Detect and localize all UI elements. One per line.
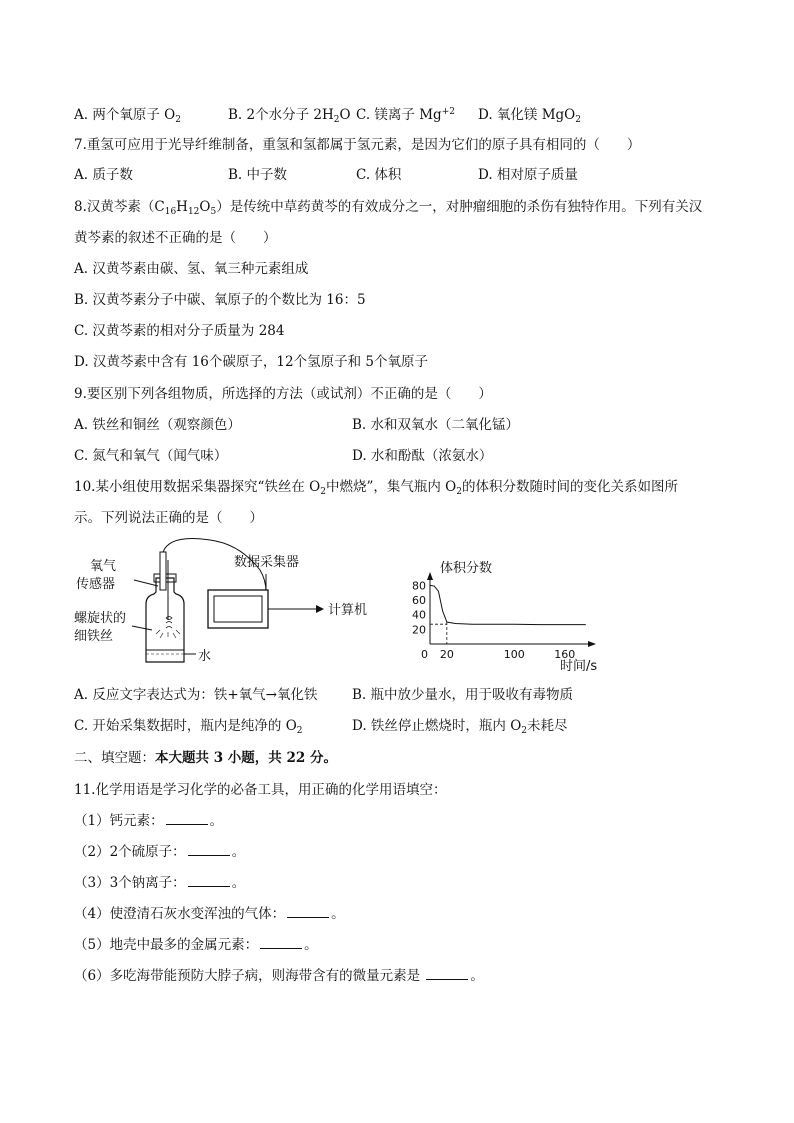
q10-stem-mid: 中燃烧”，集气瓶内 O: [325, 479, 457, 495]
o2-chart: [400, 552, 630, 676]
q11-blank-4[interactable]: [287, 905, 329, 918]
chart-y-arrow-icon: [427, 572, 433, 580]
o2-sensor-label-1: 氧气: [90, 559, 117, 574]
q10-stem-sub2: 2: [456, 487, 462, 497]
chart-series-line: [430, 585, 586, 624]
wire-leader: [132, 626, 152, 630]
q10-option-c[interactable]: [74, 717, 303, 735]
q11-blank-5[interactable]: [260, 936, 302, 949]
q8-stem-sub2: 12: [187, 207, 200, 217]
chart-x-tick-label: 0: [421, 648, 428, 661]
q6-option-a-text: A. 两个氧原子 O: [74, 107, 176, 123]
q10-option-d-text: D. 铁丝停止燃烧时，瓶内 O: [352, 718, 522, 734]
q7-option-a[interactable]: A. 质子数: [74, 167, 133, 183]
q11-blank-6[interactable]: [426, 967, 468, 980]
q11-item-5-end: 。: [304, 937, 318, 953]
q11-item-6-end: 。: [470, 968, 484, 984]
gas-bottle: [146, 578, 184, 662]
q11-item-3: [74, 874, 245, 892]
q11-item-5-text: （5）地壳中最多的金属元素：: [74, 937, 259, 953]
q10-option-c-sub: 2: [296, 726, 303, 736]
q11-item-4-text: （4）使澄清石灰水变浑浊的气体：: [74, 906, 286, 922]
chart-x-tick-label: 160: [554, 648, 576, 661]
q9-option-a[interactable]: A. 铁丝和铜丝（观察颜色）: [74, 417, 241, 433]
q10-option-b[interactable]: B. 瓶中放少量水，用于吸收有毒物质: [352, 687, 574, 703]
o2-sensor: [160, 552, 166, 590]
q11-blank-2[interactable]: [188, 843, 230, 856]
data-collector-screen: [214, 596, 262, 622]
q10-option-d-tail: 未耗尽: [527, 718, 568, 734]
q11-item-2-end: 。: [231, 844, 246, 860]
q10-stem-sub1: 2: [320, 487, 326, 497]
q11-item-6: [74, 967, 484, 985]
q11-item-6-text: （6）多吃海带能预防大脖子病，则海带含有的微量元素是: [74, 968, 425, 984]
q6-option-b[interactable]: [228, 106, 351, 124]
q11-item-2-text: （2）2个硫原子：: [74, 844, 186, 860]
q10-option-d[interactable]: [352, 717, 568, 735]
q11-item-4-end: 。: [331, 906, 345, 922]
q10-stem-pre: 10.某小组使用数据采集器探究“铁丝在 O: [74, 479, 321, 495]
q11-stem: 11.化学用语是学习化学的必备工具，用正确的化学用语填空：: [74, 782, 447, 798]
wire-label-2: 细铁丝: [74, 629, 114, 644]
q11-blank-1[interactable]: [166, 812, 208, 825]
q11-item-4: [74, 905, 345, 923]
burning-wire-icon: [156, 617, 180, 639]
q11-item-5: [74, 936, 318, 954]
q8-stem-line2: 黄芩素的叙述不正确的是（ ）: [74, 230, 277, 246]
q8-stem-sub3: 5: [210, 207, 217, 217]
q6-option-c-sup: +2: [441, 107, 455, 117]
q7-option-c[interactable]: C. 体积: [356, 167, 402, 183]
q6-option-a[interactable]: [74, 106, 181, 124]
q8-option-b[interactable]: B. 汉黄芩素分子中碳、氧原子的个数比为 16：5: [74, 292, 366, 308]
apparatus-figure: [70, 530, 390, 680]
chart-y-tick-label: 60: [412, 594, 426, 607]
q6-option-c-text: C. 镁离子 Mg: [356, 107, 442, 123]
chart-x-tick-label: 20: [439, 648, 454, 661]
q6-option-b-sub: 2: [333, 115, 340, 125]
q9-option-c[interactable]: C. 氮气和氧气（闻气味）: [74, 448, 228, 464]
q9-option-b[interactable]: B. 水和双氧水（二氧化锰）: [352, 417, 520, 433]
q7-stem: 7.重氢可应用于光导纤维制备，重氢和氢都属于氢元素，是因为它们的原子具有相同的（ ）: [74, 137, 641, 153]
q11-item-1-text: （1）钙元素：: [74, 813, 164, 829]
q10-stem-post: 的体积分数随时间的变化关系如图所: [461, 479, 678, 495]
q11-item-2: [74, 843, 245, 861]
chart-y-tick-label: 80: [412, 579, 426, 593]
q11-blank-3[interactable]: [188, 874, 230, 887]
q6-option-a-sub: 2: [175, 115, 181, 125]
chart-x-tick-label: 100: [503, 648, 525, 661]
q8-option-c[interactable]: C. 汉黄芩素的相对分子质量为 284: [74, 323, 285, 339]
q11-item-3-end: 。: [231, 875, 246, 891]
q6-option-b-tail: O: [339, 107, 351, 123]
arrow-head-icon: [316, 605, 324, 613]
water-label: 水: [198, 649, 212, 664]
section2-title: [74, 749, 337, 767]
q10-stem: [74, 478, 678, 496]
section2-title-pre: 二、填空题：: [74, 750, 155, 766]
q9-stem: 9.要区别下列各组物质，所选择的方法（或试剂）不正确的是（ ）: [74, 386, 492, 402]
q7-option-b[interactable]: B. 中子数: [228, 167, 288, 183]
q8-stem-sub1: 16: [164, 207, 177, 217]
q7-option-d[interactable]: D. 相对原子质量: [478, 167, 578, 183]
o2-sensor-label-2: 传感器: [76, 577, 116, 592]
q10-stem-line2: 示。下列说法正确的是（ ）: [74, 510, 263, 526]
chart-x-arrow-icon: [588, 641, 596, 647]
q11-item-1-end: 。: [209, 813, 224, 829]
q11-item-1: [74, 812, 223, 830]
chart-marks: [412, 579, 586, 661]
q6-option-d-text: D. 氧化镁 MgO: [478, 107, 576, 123]
wire-label-1: 螺旋状的: [74, 611, 127, 626]
q10-option-c-text: C. 开始采集数据时，瓶内是纯净的 O: [74, 718, 297, 734]
q10-option-d-sub: 2: [521, 726, 528, 736]
q8-stem: [74, 198, 702, 216]
q8-stem-pre: 8.汉黄芩素（C: [74, 199, 165, 215]
chart-xlabel: 时间/s: [560, 659, 598, 674]
q11-item-3-text: （3）3个钠离子：: [74, 875, 186, 891]
q6-option-d-sub: 2: [575, 115, 581, 125]
q8-option-d[interactable]: D. 汉黄芩素中含有 16个碳原子，12个氢原子和 5个氧原子: [74, 354, 428, 370]
q6-option-c[interactable]: [356, 106, 455, 124]
q9-option-d[interactable]: D. 水和酚酞（浓氨水）: [352, 448, 493, 464]
computer-label: 计算机: [328, 603, 368, 618]
q8-option-a[interactable]: A. 汉黄芩素由碳、氢、氧三种元素组成: [74, 261, 309, 277]
section2-title-bold: 本大题共 3 小题，共 22 分。: [155, 750, 337, 766]
chart-y-tick-label: 40: [412, 608, 426, 622]
q8-stem-post: ）是传统中草药黄芩的有效成分之一，对肿瘤细胞的杀伤有独特作用。下列有关汉: [216, 199, 703, 215]
q6-option-b-text: B. 2个水分子 2H: [228, 107, 334, 123]
q10-option-a[interactable]: A. 反应文字表达式为：铁+氧气→氧化铁: [74, 687, 318, 703]
chart-y-tick-label: 20: [412, 623, 426, 637]
q6-option-d[interactable]: [478, 106, 581, 124]
q8-stem-mid1: H: [176, 199, 188, 215]
collector-label: 数据采集器: [234, 555, 300, 570]
q8-stem-mid2: O: [199, 199, 211, 215]
chart-ylabel: 体积分数: [440, 561, 493, 576]
